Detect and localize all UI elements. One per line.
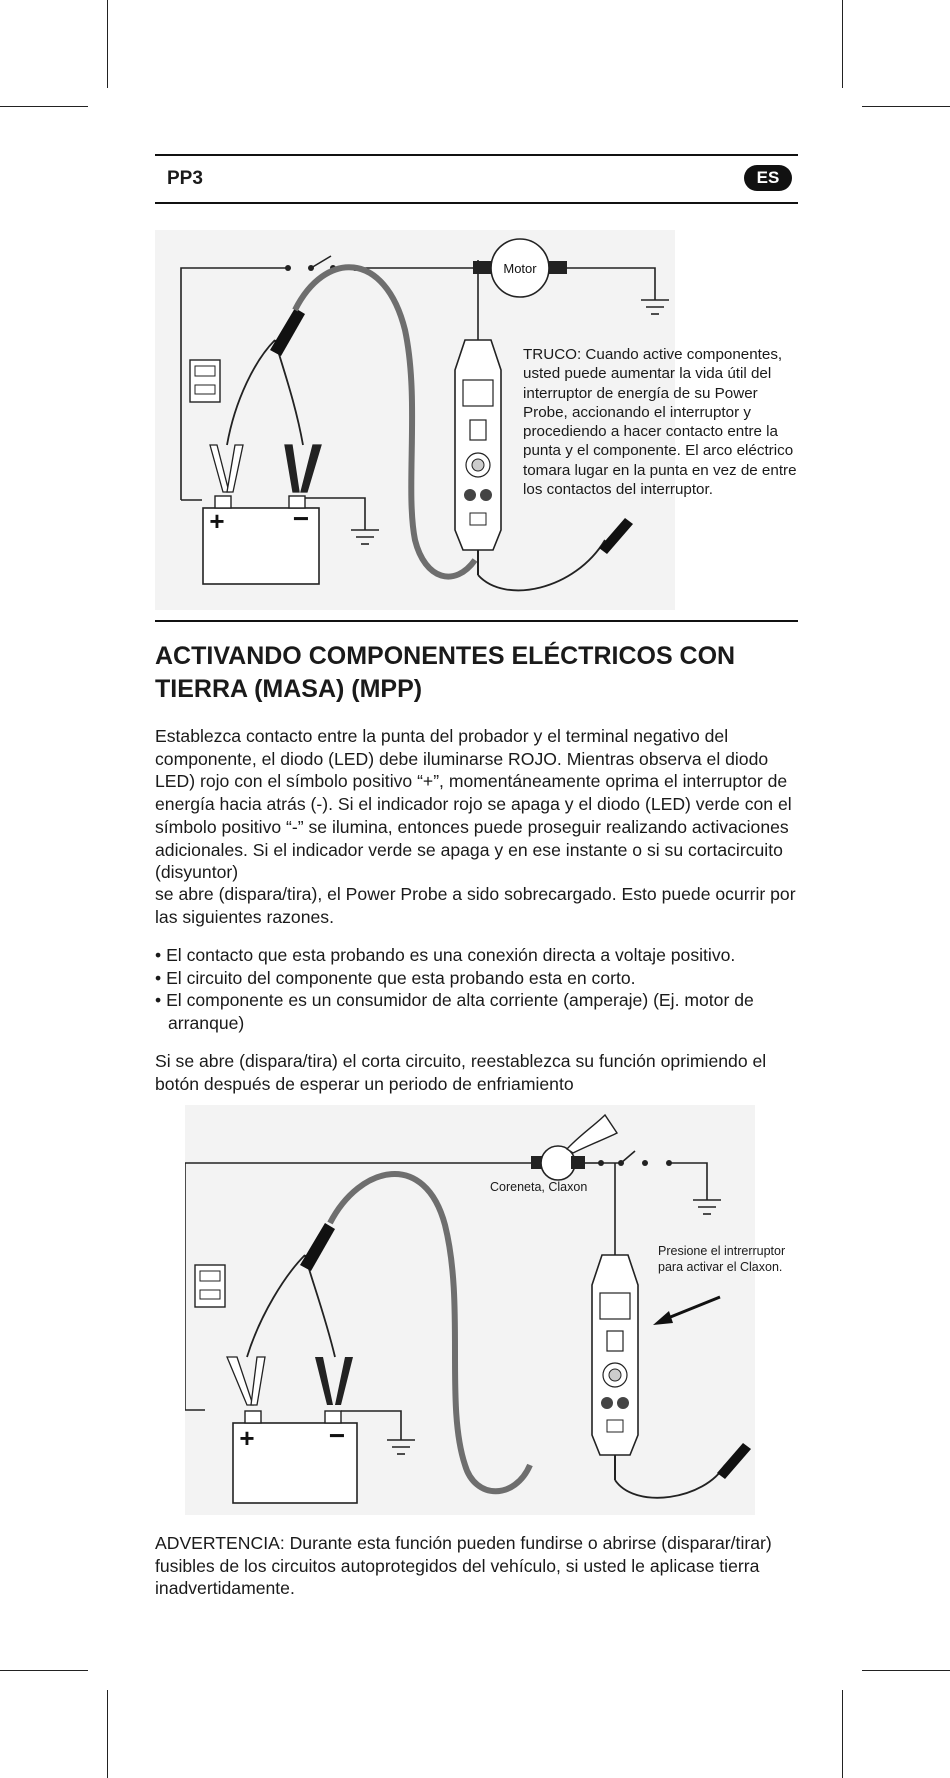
press-switch-label: Presione el intrerruptor para activar el Claxon.	[658, 1244, 786, 1274]
language-badge: ES	[744, 165, 792, 191]
battery-minus-symbol: −	[292, 503, 310, 534]
battery-plus-symbol: +	[209, 506, 225, 536]
body-paragraph: Establezca contacto entre la punta del probador y el terminal negativo del componente, el diodo (LED) debe iluminarse ROJO. Mientras observa el diodo LED) rojo con el símbolo positivo “+”, momentáneamente oprima el interruptor de energía hacia atrás (-). Si el indicador rojo se apaga y el diodo (LED) verde con el símbolo positivo “-” se ilumina, entonces puede proseguir realizando activaciones adicionales. Si el indicador verde se apaga y en ese instante o si su cortacircuito (disyuntor)	[155, 726, 792, 883]
list-item: • El contacto que esta probando es una conexión directa a voltaje positivo.	[155, 944, 805, 967]
crop-mark	[107, 1690, 108, 1778]
section-title: ACTIVANDO COMPONENTES ELÉCTRICOS CON TIERRA (MASA) (MPP)	[155, 642, 736, 703]
body-paragraph-continued: se abre (dispara/tira), el Power Probe a sido sobrecargado. Esto puede ocurrir por las siguientes razones.	[155, 884, 796, 927]
reasons-list	[155, 944, 805, 1035]
section-divider	[155, 620, 798, 622]
battery-minus-symbol: −	[328, 1420, 346, 1451]
model-name: PP3	[167, 168, 203, 189]
crop-mark	[0, 106, 88, 107]
horn-circuit-illustration	[185, 1105, 755, 1515]
crop-mark	[842, 0, 843, 88]
motor-label: Motor	[503, 261, 537, 276]
tip-text: TRUCO: Cuando active componentes, usted puede aumentar la vida útil del interruptor de energía de su Power Probe, accionando el interruptor y procediendo a hacer contacto entre la punta y el componente. El arco eléctrico tomara lugar en la punta en vez de entre los contactos del interruptor.	[523, 346, 797, 499]
horn-activation-diagram	[185, 1105, 755, 1515]
horn-label: Coreneta, Claxon	[490, 1180, 588, 1194]
reset-paragraph: Si se abre (dispara/tira) el corta circuito, reestablezca su función oprimiendo el botón después de esperar un periodo de enfriamiento	[155, 1051, 767, 1094]
page-header	[155, 154, 798, 204]
list-item: • El componente es un consumidor de alta corriente (amperaje) (Ej. motor de arranque)	[155, 989, 805, 1034]
list-item: • El circuito del componente que esta probando esta en corto.	[155, 967, 805, 990]
battery-plus-symbol: +	[239, 1423, 255, 1453]
crop-mark	[842, 1690, 843, 1778]
crop-mark	[0, 1670, 88, 1671]
crop-mark	[862, 1670, 950, 1671]
crop-mark	[107, 0, 108, 88]
warning-paragraph: ADVERTENCIA: Durante esta función pueden fundirse o abrirse (disparar/tirar) fusibles de los circuitos autoprotegidos del vehículo, si usted le aplicase tierra inadvertidamente.	[155, 1533, 772, 1599]
crop-mark	[862, 106, 950, 107]
